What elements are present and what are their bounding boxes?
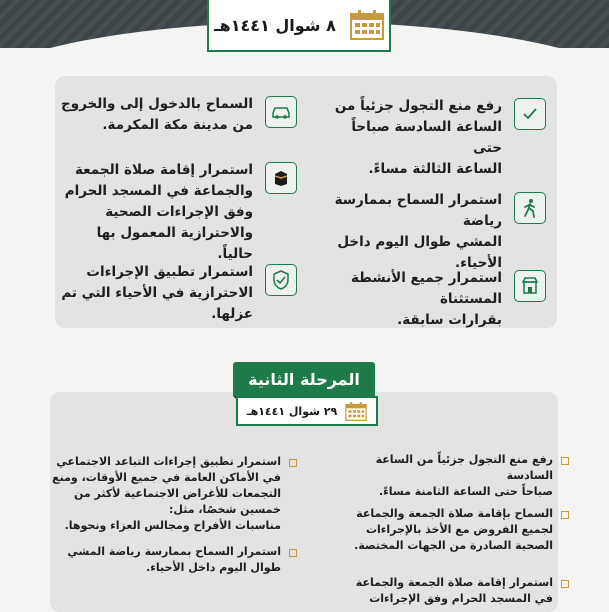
bullet-icon — [561, 580, 569, 588]
phase1-item-entry — [61, 94, 297, 136]
phase1-item-walking — [316, 190, 546, 274]
phase1-item-shops-text: استمرار جميع الأنشطة المستثناة بقرارات سابقة. — [351, 270, 502, 328]
calendar-icon — [350, 10, 384, 40]
phase2-item-haram-text: استمرار إقامة صلاة الجمعة والجماعة في المسجد الحرام وفق الإجراءات — [355, 576, 553, 605]
phase2-item-distancing-text: استمرار تطبيق إجراءات التباعد الاجتماعي في الأماكن العامة في جميع الأوقات، ومنع التجمعات للأغراض الاجتماعية لأكثر من خمسين شخصًا، مثل: مناسبات الأفراح ومجالس العزاء ونحوها. — [52, 455, 281, 532]
bullet-icon — [561, 457, 569, 465]
phase2-item-distancing — [51, 454, 297, 534]
phase2-item-curfew — [339, 452, 569, 500]
phase1-item-walking-text: استمرار السماح بممارسة رياضة المشي طوال اليوم داخل الأحياء. — [334, 192, 502, 271]
kaaba-icon — [265, 162, 297, 194]
phase1-item-prayers-text: استمرار إقامة صلاة الجمعة والجماعة في المسجد الحرام وفق الإجراءات الصحية والاحترازية المعمول بها حالياً. — [64, 162, 253, 262]
phase1-item-curfew — [321, 96, 546, 180]
shield-check-icon — [265, 264, 297, 296]
phase1-item-districts-text: استمرار تطبيق الإجراءات الاحترازية في الأحياء التي تم عزلها. — [61, 264, 253, 322]
calendar-icon — [345, 402, 367, 421]
bullet-icon — [289, 459, 297, 467]
check-icon — [514, 98, 546, 130]
phase2-item-walking-text: استمرار السماح بممارسة رياضة المشي طوال اليوم داخل الأحياء. — [67, 545, 281, 574]
car-icon — [265, 96, 297, 128]
phase2-item-haram — [339, 575, 569, 607]
phase1-item-districts — [61, 262, 297, 325]
phase1-date-box — [207, 0, 391, 52]
phase1-item-prayers — [61, 160, 297, 265]
phase2-item-curfew-text: رفع منع التجول جزئياً من الساعة السادسة صباحاً حتى الساعة الثامنة مساءً. — [375, 453, 553, 498]
bullet-icon — [561, 511, 569, 519]
phase2-item-walking — [51, 544, 297, 576]
phase1-item-shops — [316, 268, 546, 331]
phase2-title: المرحلة الثانية — [233, 362, 375, 396]
phase1-item-curfew-text: رفع منع التجول جزئياً من الساعة السادسة صباحاً حتى الساعة الثالثة مساءً. — [334, 98, 502, 177]
phase1-item-entry-text: السماح بالدخول إلى والخروج من مدينة مكة المكرمة. — [61, 96, 253, 133]
phase2-date-text: ٢٩ شوال ١٤٤١هـ — [246, 404, 338, 418]
bullet-icon — [289, 549, 297, 557]
phase2-item-prayers — [339, 506, 569, 554]
shop-icon — [514, 270, 546, 302]
phase2-date-box — [236, 396, 378, 426]
walking-person-icon — [514, 192, 546, 224]
phase1-date-text: ٨ شوال ١٤٤١هـ — [214, 15, 336, 35]
phase2-item-prayers-text: السماح بإقامة صلاة الجمعة والجماعة لجميع الفروض مع الأخذ بالإجراءات الصحية الصادرة من الجهات المختصة. — [354, 507, 553, 552]
